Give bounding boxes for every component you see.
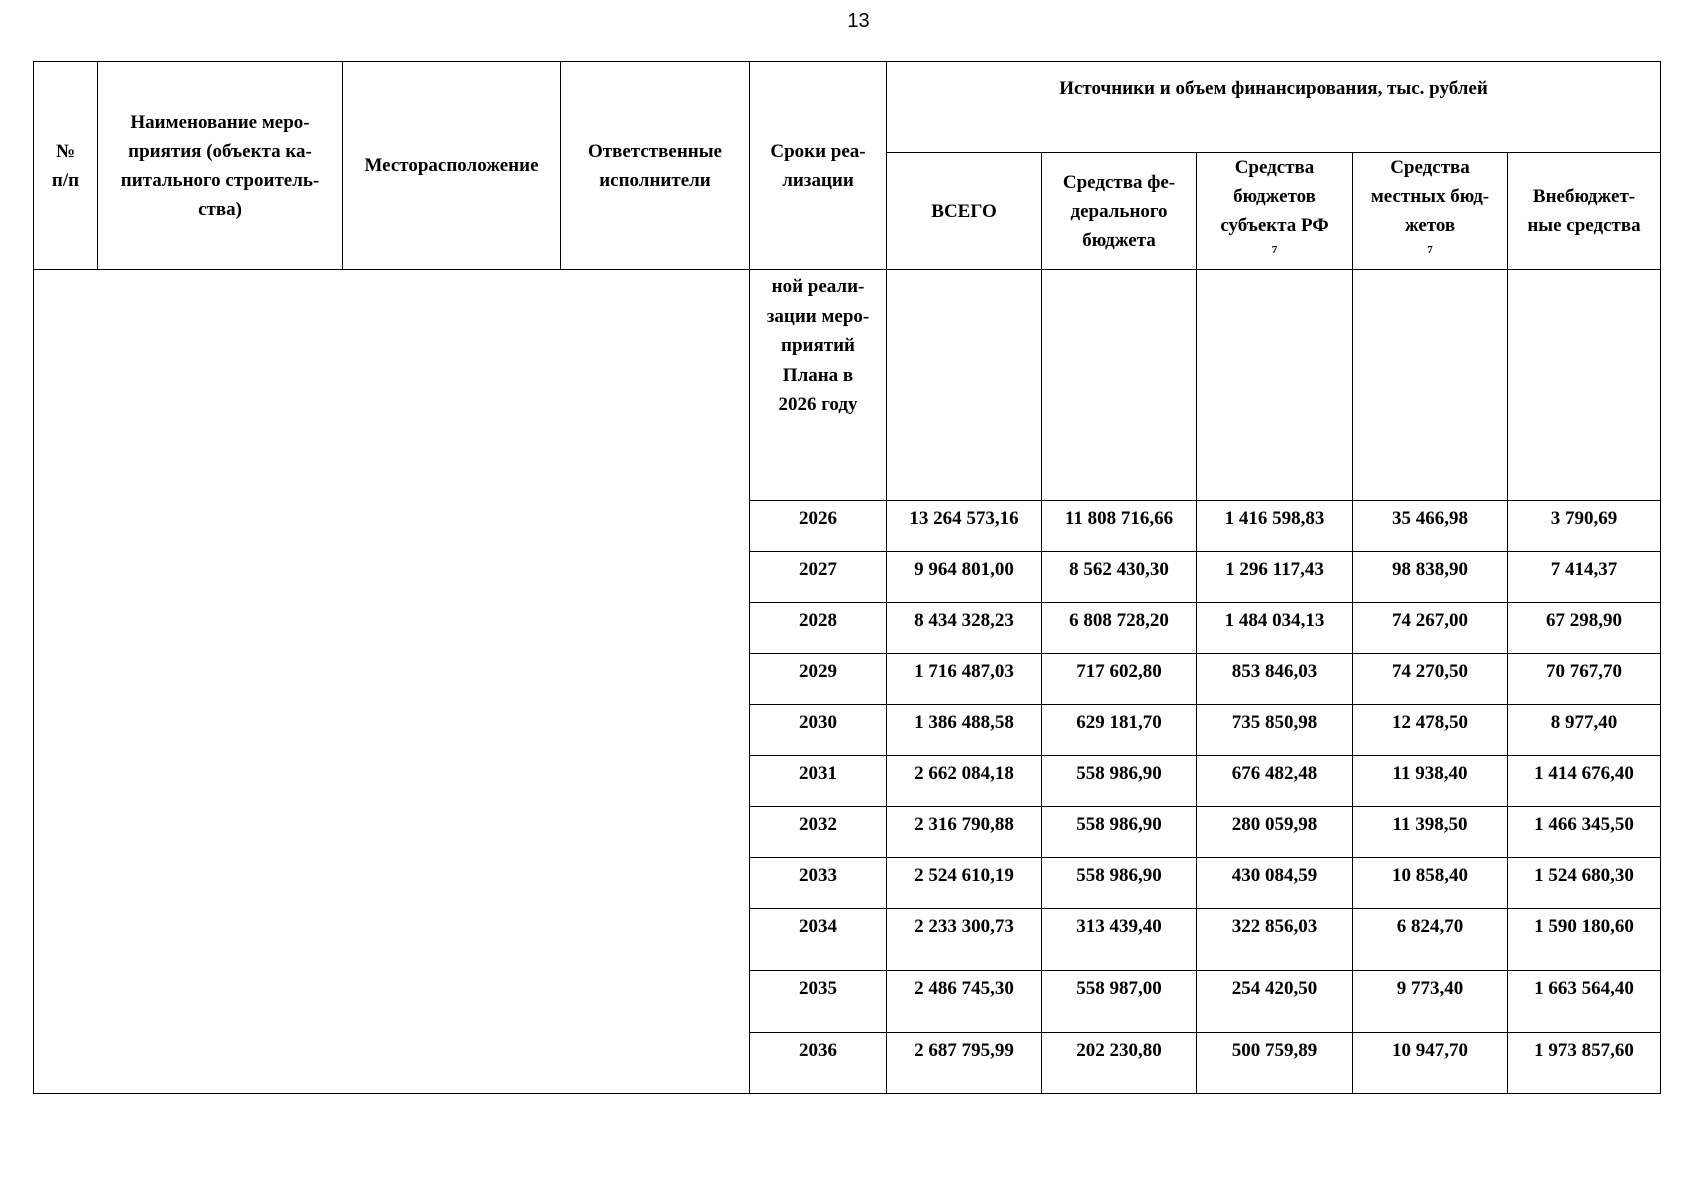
header-local-text: жетов [1404,215,1456,236]
header-total [887,153,1042,270]
subject-cell: 254 420,50 [1197,971,1353,1033]
subject-cell: 430 084,59 [1197,858,1353,909]
federal-cell: 629 181,70 [1042,705,1197,756]
year-cell: 2027 [750,552,887,603]
year-cell: 2028 [750,603,887,654]
federal-cell: 558 987,00 [1042,971,1197,1033]
header-location-label: Месторасположение [364,155,539,176]
year-cell: 2035 [750,971,887,1033]
year-cell: 2033 [750,858,887,909]
header-federal-line: дерального [1070,200,1168,222]
year-cell: 2032 [750,807,887,858]
header-subject-line [1197,211,1352,269]
extra-cell: 1 524 680,30 [1508,858,1661,909]
total-cell: 9 964 801,00 [887,552,1042,603]
header-name-line: ства) [198,198,242,220]
footnote-marker: 7 [1271,244,1278,256]
local-cell: 10 858,40 [1353,858,1508,909]
header-local-line [1353,211,1507,269]
extra-cell: 67 298,90 [1508,603,1661,654]
header-federal [1042,153,1197,270]
total-cell: 2 524 610,19 [887,858,1042,909]
subject-cell: 853 846,03 [1197,654,1353,705]
table-body [34,270,1661,1094]
extra-cell: 8 977,40 [1508,705,1661,756]
header-federal-line: Средства фе- [1062,171,1176,193]
header-local-line: Средства [1390,157,1470,178]
extra-cell: 7 414,37 [1508,552,1661,603]
extra-cell: 3 790,69 [1508,501,1661,552]
header-subject-line: бюджетов [1233,186,1316,207]
continuation-line: зации меро- [766,305,870,327]
merged-empty-area [34,270,750,1094]
subject-cell: 1 296 117,43 [1197,552,1353,603]
header-num-line: п/п [51,169,80,191]
header-terms-line: Сроки реа- [770,140,866,162]
total-cell: 8 434 328,23 [887,603,1042,654]
header-local [1353,153,1508,270]
empty-cell [887,270,1042,501]
year-cell: 2026 [750,501,887,552]
header-num [34,62,98,270]
extra-cell: 1 663 564,40 [1508,971,1661,1033]
federal-cell: 558 986,90 [1042,807,1197,858]
local-cell: 10 947,70 [1353,1033,1508,1094]
continuation-cell [750,270,887,501]
header-sources [887,62,1661,153]
empty-cell [1353,270,1508,501]
federal-cell: 202 230,80 [1042,1033,1197,1094]
year-cell: 2030 [750,705,887,756]
header-location [343,62,561,270]
empty-cell [1508,270,1661,501]
total-cell: 2 486 745,30 [887,971,1042,1033]
continuation-line: ной реали- [771,276,865,297]
year-cell: 2034 [750,909,887,971]
continuation-line: Плана в [782,364,854,386]
total-cell: 2 316 790,88 [887,807,1042,858]
federal-cell: 8 562 430,30 [1042,552,1197,603]
continuation-line: приятий [781,335,855,356]
empty-cell [1197,270,1353,501]
local-cell: 9 773,40 [1353,971,1508,1033]
extra-cell: 1 414 676,40 [1508,756,1661,807]
header-row-1 [34,62,1661,153]
extra-cell: 1 590 180,60 [1508,909,1661,971]
federal-cell: 313 439,40 [1042,909,1197,971]
local-cell: 11 398,50 [1353,807,1508,858]
header-terms-line: лизации [782,169,854,191]
header-total-label: ВСЕГО [931,200,997,222]
header-federal-line: бюджета [1082,229,1156,251]
header-subject-line: Средства [1234,157,1315,178]
local-cell: 74 267,00 [1353,603,1508,654]
total-cell: 1 386 488,58 [887,705,1042,756]
continuation-row [34,270,1661,501]
local-cell: 98 838,90 [1353,552,1508,603]
year-cell: 2029 [750,654,887,705]
local-cell: 11 938,40 [1353,756,1508,807]
header-responsible [561,62,750,270]
header-name-line: приятия (объекта ка- [128,140,312,162]
header-name-line: питального строитель- [120,169,320,191]
total-cell: 1 716 487,03 [887,654,1042,705]
federal-cell: 11 808 716,66 [1042,501,1197,552]
footnote-marker: 7 [1427,244,1433,256]
extra-cell: 1 466 345,50 [1508,807,1661,858]
header-extra [1508,153,1661,270]
header-subject [1197,153,1353,270]
federal-cell: 558 986,90 [1042,858,1197,909]
total-cell: 2 687 795,99 [887,1033,1042,1094]
federal-cell: 6 808 728,20 [1042,603,1197,654]
total-cell: 2 662 084,18 [887,756,1042,807]
empty-cell [1042,270,1197,501]
local-cell: 35 466,98 [1353,501,1508,552]
header-subject-text: субъекта РФ [1220,215,1329,236]
extra-cell: 70 767,70 [1508,654,1661,705]
page-number: 13 [847,10,870,32]
header-extra-line: ные средства [1527,215,1641,236]
total-cell: 2 233 300,73 [887,909,1042,971]
local-cell: 6 824,70 [1353,909,1508,971]
local-cell: 12 478,50 [1353,705,1508,756]
subject-cell: 322 856,03 [1197,909,1353,971]
federal-cell: 717 602,80 [1042,654,1197,705]
subject-cell: 1 484 034,13 [1197,603,1353,654]
total-cell: 13 264 573,16 [887,501,1042,552]
continuation-line: 2026 году [778,394,858,415]
header-terms [750,62,887,270]
subject-cell: 735 850,98 [1197,705,1353,756]
header-responsible-line: исполнители [599,169,711,191]
subject-cell: 676 482,48 [1197,756,1353,807]
header-extra-line: Внебюджет- [1532,186,1636,207]
year-cell: 2036 [750,1033,887,1094]
extra-cell: 1 973 857,60 [1508,1033,1661,1094]
header-name [98,62,343,270]
local-cell: 74 270,50 [1353,654,1508,705]
financing-table [33,61,1661,1094]
year-cell: 2031 [750,756,887,807]
header-name-line: Наименование меро- [130,111,310,133]
federal-cell: 558 986,90 [1042,756,1197,807]
header-num-line: № [55,140,76,162]
header-sources-title: Источники и объем финансирования, тыс. рублей [1059,78,1488,99]
subject-cell: 280 059,98 [1197,807,1353,858]
subject-cell: 500 759,89 [1197,1033,1353,1094]
subject-cell: 1 416 598,83 [1197,501,1353,552]
header-responsible-line: Ответственные [588,140,722,162]
header-local-line: местных бюд- [1370,186,1490,207]
